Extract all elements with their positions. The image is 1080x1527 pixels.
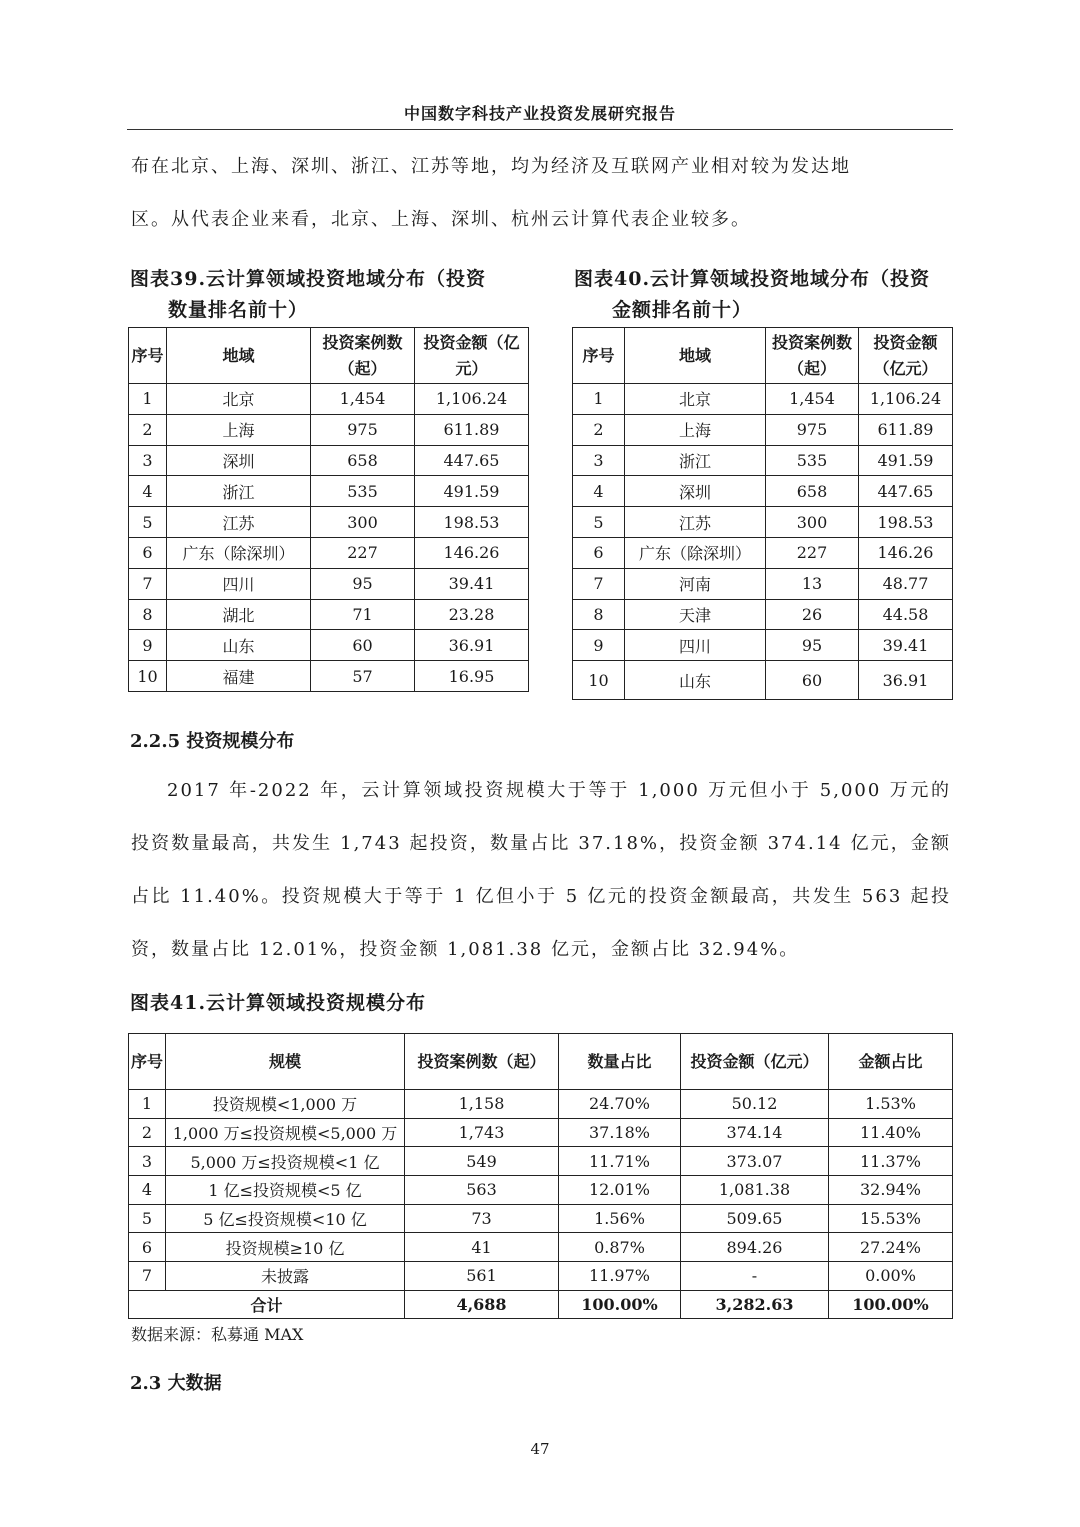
table40-row — [573, 507, 953, 538]
table41-index-cell: 4 — [129, 1176, 166, 1205]
table39-amount-cell: 198.53 — [415, 507, 529, 538]
table39-count-cell: 95 — [311, 568, 415, 599]
table39-region-cell: 福建 — [167, 661, 311, 692]
table41-amount-share-cell: 32.94% — [829, 1176, 953, 1205]
data-source-note: 数据来源：私募通 MAX — [131, 1325, 304, 1344]
table39-index-cell: 5 — [129, 507, 167, 538]
table39-body — [129, 384, 529, 692]
table39-row — [129, 599, 529, 630]
table41-header-scale: 规模 — [166, 1034, 405, 1090]
table39-amount-cell: 146.26 — [415, 537, 529, 568]
table40-amount-cell: 611.89 — [859, 414, 953, 445]
table41-amount-share-cell: 0.00% — [829, 1262, 953, 1291]
table39-region-cell: 上海 — [167, 414, 311, 445]
table40-header-region: 地域 — [625, 328, 766, 384]
table40-amount-cell: 39.41 — [859, 630, 953, 661]
table39-index-cell: 10 — [129, 661, 167, 692]
table40-count-cell: 26 — [766, 599, 859, 630]
table41-row — [129, 1118, 953, 1147]
table40-region-cell: 四川 — [625, 630, 766, 661]
table40-caption — [574, 264, 954, 326]
table40-row — [573, 630, 953, 661]
table40-index-cell: 4 — [573, 476, 625, 507]
table40-caption-line2: 金额排名前十） — [612, 299, 753, 321]
table41-scale-cell: 5,000 万≤投资规模<1 亿 — [166, 1147, 405, 1176]
table41-amount-share-cell: 11.40% — [829, 1118, 953, 1147]
table41-amount-cell: 373.07 — [681, 1147, 829, 1176]
table40-count-cell: 535 — [766, 445, 859, 476]
table40-amount-cell: 1,106.24 — [859, 384, 953, 415]
table39-region-cell: 山东 — [167, 630, 311, 661]
table39-header-count: 投资案例数（起） — [311, 328, 415, 384]
table39-amount-cell: 1,106.24 — [415, 384, 529, 415]
table40-row — [573, 568, 953, 599]
section-2-2-5-paragraph: 2017 年-2022 年，云计算领域投资规模大于等于 1,000 万元但小于 5,000 万元的投资数量最高，共发生 1,743 起投资，数量占比 37.18%，投资金额 374.14 亿元，金额占比 11.40%。投资规模大于等于 1 亿但小于 5 亿元的投资金额最高，共发生 563 起投资，数量占比 12.01%，投资金额 1,081.38 亿元，金额占比 32.94%。 — [131, 780, 951, 960]
table41-index-cell: 6 — [129, 1233, 166, 1262]
header-divider — [127, 129, 953, 130]
table39-count-cell: 57 — [311, 661, 415, 692]
report-header-title: 中国数字科技产业投资发展研究报告 — [403, 104, 676, 123]
table39-index-cell: 7 — [129, 568, 167, 599]
table41-row — [129, 1090, 953, 1119]
table40-count-cell: 13 — [766, 568, 859, 599]
table40-region-cell: 浙江 — [625, 445, 766, 476]
section-2-3-heading: 2.3 大数据 — [130, 1373, 222, 1394]
table39-header-row — [129, 328, 529, 384]
table41-index-cell: 7 — [129, 1262, 166, 1291]
table39-count-cell: 1,454 — [311, 384, 415, 415]
table39-row — [129, 476, 529, 507]
table39-count-cell: 535 — [311, 476, 415, 507]
table40-amount-cell: 48.77 — [859, 568, 953, 599]
table40-index-cell: 3 — [573, 445, 625, 476]
table40-amount-cell: 146.26 — [859, 537, 953, 568]
table41-scale-cell: 1 亿≤投资规模<5 亿 — [166, 1176, 405, 1205]
table41-amount-cell: 374.14 — [681, 1118, 829, 1147]
table40-count-cell: 1,454 — [766, 384, 859, 415]
table40-region-cell: 山东 — [625, 661, 766, 700]
table40-region-cell: 天津 — [625, 599, 766, 630]
table39-amount-cell: 491.59 — [415, 476, 529, 507]
table39-index-cell: 4 — [129, 476, 167, 507]
table41-total-amount-cell: 3,282.63 — [681, 1290, 829, 1318]
table39-index-cell: 2 — [129, 414, 167, 445]
table41-row — [129, 1204, 953, 1233]
table39 — [128, 327, 529, 692]
table41-count-cell: 561 — [405, 1262, 559, 1291]
table41-amount-share-cell: 15.53% — [829, 1204, 953, 1233]
table41-count-share-cell: 0.87% — [559, 1233, 681, 1262]
table40-row — [573, 476, 953, 507]
table39-count-cell: 227 — [311, 537, 415, 568]
table40-index-cell: 5 — [573, 507, 625, 538]
table40-index-cell: 8 — [573, 599, 625, 630]
table39-header-index: 序号 — [129, 328, 167, 384]
table39-row — [129, 507, 529, 538]
table40-count-cell: 300 — [766, 507, 859, 538]
table39-amount-cell: 36.91 — [415, 630, 529, 661]
table41-total-count-cell: 4,688 — [405, 1290, 559, 1318]
table41-count-share-cell: 11.71% — [559, 1147, 681, 1176]
table40-body — [573, 384, 953, 700]
table41-count-cell: 1,743 — [405, 1118, 559, 1147]
table41-amount-cell: 50.12 — [681, 1090, 829, 1119]
table39-row — [129, 537, 529, 568]
table39-count-cell: 658 — [311, 445, 415, 476]
table39-caption-line2: 数量排名前十） — [168, 299, 309, 321]
table40-region-cell: 深圳 — [625, 476, 766, 507]
table40-amount-cell: 447.65 — [859, 476, 953, 507]
table40 — [572, 327, 953, 700]
table40-region-cell: 江苏 — [625, 507, 766, 538]
table41 — [128, 1033, 953, 1319]
table41-amount-share-cell: 27.24% — [829, 1233, 953, 1262]
table41-total-row — [129, 1290, 953, 1318]
table40-region-cell: 上海 — [625, 414, 766, 445]
table41-row — [129, 1176, 953, 1205]
section-2-2-5-heading: 2.2.5 投资规模分布 — [130, 731, 295, 752]
table39-region-cell: 四川 — [167, 568, 311, 599]
table40-header-amount: 投资金额（亿元） — [859, 328, 953, 384]
table41-count-cell: 549 — [405, 1147, 559, 1176]
table39-header-amount: 投资金额（亿元） — [415, 328, 529, 384]
table41-header-count: 投资案例数（起） — [405, 1034, 559, 1090]
table39-amount-cell: 16.95 — [415, 661, 529, 692]
table39-count-cell: 60 — [311, 630, 415, 661]
intro-line-2: 区。从代表企业来看，北京、上海、深圳、杭州云计算代表企业较多。 — [131, 209, 751, 230]
table39-region-cell: 广东（除深圳） — [167, 537, 311, 568]
table40-row — [573, 537, 953, 568]
table40-row — [573, 384, 953, 415]
table41-amount-share-cell: 1.53% — [829, 1090, 953, 1119]
table39-region-cell: 深圳 — [167, 445, 311, 476]
table40-index-cell: 1 — [573, 384, 625, 415]
table39-caption-line1: 图表39.云计算领域投资地域分布（投资 — [130, 268, 487, 290]
table41-index-cell: 5 — [129, 1204, 166, 1233]
table39-row — [129, 384, 529, 415]
table41-scale-cell: 5 亿≤投资规模<10 亿 — [166, 1204, 405, 1233]
table39-index-cell: 8 — [129, 599, 167, 630]
table41-row — [129, 1233, 953, 1262]
table40-caption-line1: 图表40.云计算领域投资地域分布（投资 — [574, 268, 931, 290]
table41-total-amount-share-cell: 100.00% — [829, 1290, 953, 1318]
table39-region-cell: 北京 — [167, 384, 311, 415]
table40-amount-cell: 491.59 — [859, 445, 953, 476]
table40-row — [573, 599, 953, 630]
table41-amount-cell: - — [681, 1262, 829, 1291]
table41-header-row — [129, 1034, 953, 1090]
table41-row — [129, 1147, 953, 1176]
table39-index-cell: 9 — [129, 630, 167, 661]
table39-row — [129, 568, 529, 599]
intro-line-1: 布在北京、上海、深圳、浙江、江苏等地，均为经济及互联网产业相对较为发达地 — [131, 156, 851, 177]
table40-count-cell: 658 — [766, 476, 859, 507]
table40-count-cell: 975 — [766, 414, 859, 445]
table41-count-share-cell: 11.97% — [559, 1262, 681, 1291]
table39-caption — [130, 264, 530, 326]
table41-scale-cell: 未披露 — [166, 1262, 405, 1291]
table41-index-cell: 3 — [129, 1147, 166, 1176]
table41-amount-cell: 894.26 — [681, 1233, 829, 1262]
table39-row — [129, 445, 529, 476]
table39-row — [129, 630, 529, 661]
table40-row — [573, 445, 953, 476]
table41-count-cell: 563 — [405, 1176, 559, 1205]
table41-count-share-cell: 37.18% — [559, 1118, 681, 1147]
table40-amount-cell: 44.58 — [859, 599, 953, 630]
table39-amount-cell: 39.41 — [415, 568, 529, 599]
table40-count-cell: 60 — [766, 661, 859, 700]
table39-index-cell: 6 — [129, 537, 167, 568]
table39-region-cell: 江苏 — [167, 507, 311, 538]
table41-amount-cell: 1,081.38 — [681, 1176, 829, 1205]
table41-body — [129, 1090, 953, 1319]
table39-region-cell: 浙江 — [167, 476, 311, 507]
table41-scale-cell: 投资规模<1,000 万 — [166, 1090, 405, 1119]
table40-header-row — [573, 328, 953, 384]
table40-count-cell: 227 — [766, 537, 859, 568]
table40-row — [573, 414, 953, 445]
table39-amount-cell: 447.65 — [415, 445, 529, 476]
table41-count-share-cell: 12.01% — [559, 1176, 681, 1205]
table40-amount-cell: 36.91 — [859, 661, 953, 700]
table40-region-cell: 广东（除深圳） — [625, 537, 766, 568]
table40-region-cell: 河南 — [625, 568, 766, 599]
table41-amount-share-cell: 11.37% — [829, 1147, 953, 1176]
table40-count-cell: 95 — [766, 630, 859, 661]
table40-index-cell: 10 — [573, 661, 625, 700]
table40-region-cell: 北京 — [625, 384, 766, 415]
table40-index-cell: 6 — [573, 537, 625, 568]
page-number: 47 — [530, 1440, 550, 1458]
table41-count-cell: 41 — [405, 1233, 559, 1262]
table41-header-amount-share: 金额占比 — [829, 1034, 953, 1090]
table39-amount-cell: 23.28 — [415, 599, 529, 630]
table41-total-count-share-cell: 100.00% — [559, 1290, 681, 1318]
table41-scale-cell: 投资规模≥10 亿 — [166, 1233, 405, 1262]
table40-index-cell: 9 — [573, 630, 625, 661]
table41-row — [129, 1262, 953, 1291]
table41-header-index: 序号 — [129, 1034, 166, 1090]
table41-header-amount: 投资金额（亿元） — [681, 1034, 829, 1090]
table41-header-count-share: 数量占比 — [559, 1034, 681, 1090]
table41-count-cell: 73 — [405, 1204, 559, 1233]
table41-index-cell: 1 — [129, 1090, 166, 1119]
table39-index-cell: 1 — [129, 384, 167, 415]
table39-amount-cell: 611.89 — [415, 414, 529, 445]
table41-count-share-cell: 24.70% — [559, 1090, 681, 1119]
table39-row — [129, 414, 529, 445]
table40-header-index: 序号 — [573, 328, 625, 384]
table41-caption: 图表41.云计算领域投资规模分布 — [130, 992, 427, 1014]
table39-header-region: 地域 — [167, 328, 311, 384]
table41-amount-cell: 509.65 — [681, 1204, 829, 1233]
table39-index-cell: 3 — [129, 445, 167, 476]
table41-index-cell: 2 — [129, 1118, 166, 1147]
table41-count-share-cell: 1.56% — [559, 1204, 681, 1233]
table39-row — [129, 661, 529, 692]
table40-row — [573, 661, 953, 700]
table39-count-cell: 300 — [311, 507, 415, 538]
table39-count-cell: 975 — [311, 414, 415, 445]
table40-header-count: 投资案例数（起） — [766, 328, 859, 384]
table39-region-cell: 湖北 — [167, 599, 311, 630]
table39-count-cell: 71 — [311, 599, 415, 630]
table40-index-cell: 2 — [573, 414, 625, 445]
table41-total-label-cell: 合计 — [129, 1290, 405, 1318]
table41-scale-cell: 1,000 万≤投资规模<5,000 万 — [166, 1118, 405, 1147]
table40-amount-cell: 198.53 — [859, 507, 953, 538]
table40-index-cell: 7 — [573, 568, 625, 599]
table41-count-cell: 1,158 — [405, 1090, 559, 1119]
